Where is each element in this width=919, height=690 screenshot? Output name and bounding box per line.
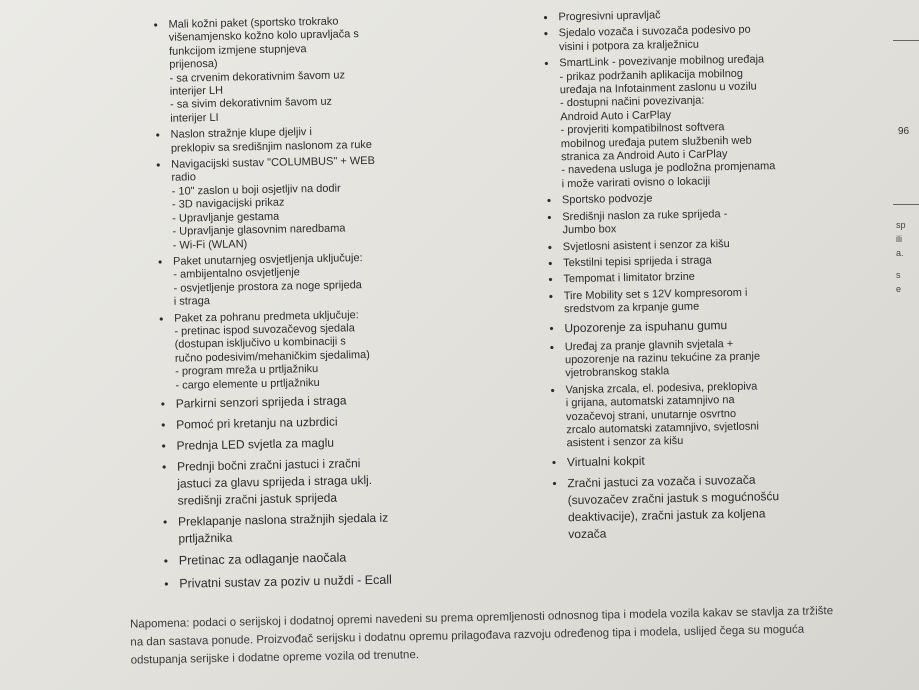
equipment-item [547, 335, 848, 381]
equipment-line: • SmartLink - povezivanje mobilnog uređaja [559, 53, 765, 70]
equipment-item [546, 285, 846, 318]
right-equipment-column [540, 6, 850, 547]
equipment-item [549, 470, 850, 544]
equipment-line: mobilnog uređaja putem službenih web [560, 134, 752, 150]
equipment-line: - 3D navigacijski prikaz [171, 196, 285, 212]
equipment-line: - prikaz podržanih aplikacija mobilnog [559, 67, 744, 83]
equipment-item [159, 452, 540, 510]
equipment-item [544, 206, 844, 239]
equipment-item [158, 410, 538, 434]
equipment-item [156, 305, 537, 393]
equipment-line: i grijana, automatski zatamnjivo na [565, 394, 735, 410]
equipment-line: • Prednji bočni zračni jastuci i zračni [176, 456, 361, 474]
equipment-line: Jumbo box [562, 223, 617, 237]
equipment-line: - provjeriti kompatibilnost softvera [560, 121, 725, 137]
equipment-line: • Virtualni kokpit [566, 453, 645, 469]
equipment-line: (dostupan isključivo u kombinaciji s [174, 335, 346, 352]
equipment-item [161, 568, 541, 593]
equipment-line: - cargo elemente u prtljažniku [175, 376, 320, 392]
equipment-line: • Uređaj za pranje glavnih svjetala + [564, 337, 734, 353]
equipment-line: zrcalo automatski zatamnjivo, svjetlosni [566, 420, 760, 437]
equipment-line: - Upravljanje glasovnim naredbama [172, 222, 346, 238]
equipment-line: i može varirati ovisno o lokaciji [561, 175, 711, 191]
equipment-item [549, 449, 849, 472]
equipment-line: prijenosa) [169, 58, 218, 71]
adjacent-page-fragment: e [896, 284, 902, 294]
equipment-item [155, 249, 536, 310]
equipment-item [150, 12, 532, 127]
equipment-line: sredstvom za krpanje gume [563, 300, 700, 316]
equipment-line: interijer LH [169, 84, 224, 98]
equipment-item [160, 507, 541, 548]
equipment-line: • Sjedalo vozača i suvozača podesivo po [558, 24, 751, 40]
equipment-line: • Pretinac za odlaganje naočala [178, 550, 347, 568]
equipment-line: vjetrobranskog stakla [565, 365, 670, 380]
left-equipment-column [150, 12, 541, 598]
equipment-line: uređaja na Infotainment zaslonu u vozilu [559, 80, 757, 97]
margin-rule [893, 204, 919, 205]
equipment-line: vozača [568, 526, 607, 541]
equipment-line: prtljažnika [178, 530, 233, 546]
equipment-item [153, 122, 533, 156]
equipment-line: • Pomoć pri kretanju na uzbrdici [176, 414, 338, 432]
equipment-item [158, 389, 538, 413]
equipment-line: • Središnji naslon za ruke sprijeda - [562, 207, 728, 223]
equipment-line: • Parkirni senzori sprijeda i straga [175, 393, 347, 411]
adjacent-page-fragment: ili [896, 234, 902, 244]
equipment-line: • Preklapanje naslona stražnjih sjedala iz [177, 510, 389, 529]
equipment-line: • Mali kožni paket (sportsko trokrako [168, 15, 339, 31]
equipment-item [541, 52, 844, 192]
equipment-line: - Upravljanje gestama [172, 210, 280, 225]
equipment-line: • Upozorenje za ispuhanu gumu [564, 317, 728, 335]
equipment-item [158, 431, 538, 455]
equipment-line: - navedena usluga je podložna promjenama [561, 160, 776, 177]
equipment-line: interijer LI [170, 111, 219, 125]
equipment-line: stranica za Android Auto i CarPlay [561, 148, 728, 164]
equipment-line: - dostupni načini povezivanja: [559, 94, 705, 110]
equipment-line: • Navigacijski sustav "COLUMBUS" + WEB [171, 154, 376, 171]
adjacent-page-fragment: sp [896, 220, 906, 230]
equipment-item [153, 152, 535, 253]
equipment-line: - program mreža u prtljažniku [175, 363, 319, 378]
equipment-line: • Vanjska zrcala, el. podesiva, preklopiva [565, 380, 758, 396]
equipment-item [161, 545, 541, 570]
note-line: odstupanja serijske i dodatne opreme vozila od trenutne. [130, 649, 420, 667]
equipment-line: • Paket unutarnjeg osvjetljenja uključuje: [172, 251, 363, 268]
note-line: Napomena: podaci o serijskoj i dodatnoj opremi navedeni su prema opremljenosti odnosnog tipa i modela vozila kakav se stavlja za tržište [129, 605, 834, 631]
equipment-line: - sa sivim dekorativnim šavom uz [169, 96, 333, 112]
equipment-line: Android Auto i CarPlay [560, 108, 672, 124]
equipment-line: deaktivacije), zračni jastuk za koljena [567, 506, 766, 524]
equipment-line: - pretinac ispod suvozačevog sjedala [174, 322, 355, 338]
equipment-line: • Privatni sustav za poziv u nuždi - Ecall [179, 572, 392, 591]
note-paragraph [130, 601, 891, 670]
equipment-line: • Naslon stražnje klupe djeljiv i [170, 126, 312, 141]
equipment-line: središnji zračni jastuk sprijeda [177, 490, 338, 508]
equipment-line: radio [171, 171, 197, 185]
equipment-line: • Prednja LED svjetla za maglu [176, 435, 335, 453]
equipment-line: visini i potpora za kralježnicu [558, 38, 700, 54]
equipment-line: ručno podesivim/mehaničkim sjedalima) [174, 348, 371, 365]
equipment-line: preklopiv sa središnjim naslonom za ruke [170, 138, 373, 155]
equipment-item [541, 22, 841, 55]
equipment-line: - ambijentalno osvjetljenje [173, 266, 300, 282]
equipment-line: - 10" zaslon u boji osjetljiv na dodir [171, 182, 341, 198]
equipment-line: i straga [173, 295, 211, 308]
note-line: na dan sastava ponude. Proizvođač serijsku i dodatnu opremu prilagođava razvoju određenog tipa i modela, uslijed čega su moguća [130, 623, 805, 649]
equipment-line: - sa crvenim dekorativnim šavom uz [169, 69, 346, 85]
margin-rule [893, 40, 919, 41]
equipment-line: • Tekstilni tepisi sprijeda i straga [563, 254, 712, 270]
equipment-line: (suvozačev zračni jastuk s mogućnošću [567, 488, 780, 507]
equipment-line: vozačevoj strani, unutarnje osvrtno [565, 407, 737, 423]
page-number: 96 [898, 126, 910, 137]
equipment-line: - osvjetljenje prostora za noge sprijeda [173, 278, 362, 295]
equipment-item [546, 314, 846, 337]
adjacent-page-fragment: a. [896, 248, 904, 258]
equipment-line: • Zračni jastuci za vozača i suvozača [567, 472, 756, 490]
equipment-line: • Paket za pohranu predmeta uključuje: [174, 308, 359, 325]
equipment-line: - Wi-Fi (WLAN) [172, 237, 248, 252]
equipment-line: upozorenje na razinu tekućine za pranje [564, 350, 761, 367]
equipment-line: asistent i senzor za kišu [566, 435, 684, 450]
equipment-line: • Sportsko podvozje [561, 192, 653, 207]
equipment-line: jastuci za glavu sprijeda i straga uklj. [177, 472, 373, 491]
adjacent-page-fragment: s [896, 270, 901, 280]
equipment-line: • Tire Mobility set s 12V kompresorom i [563, 286, 748, 302]
equipment-line: višenamjensko kožno kolo upravljača s [168, 28, 360, 45]
equipment-line: • Tempomat i limitator brzine [563, 271, 695, 286]
equipment-line: • Progresivni upravljač [558, 9, 661, 24]
equipment-item [547, 379, 848, 452]
equipment-line: • Svjetlosni asistent i senzor za kišu [562, 237, 730, 253]
equipment-line: funkcijom izmjene stupnjeva [168, 42, 307, 58]
